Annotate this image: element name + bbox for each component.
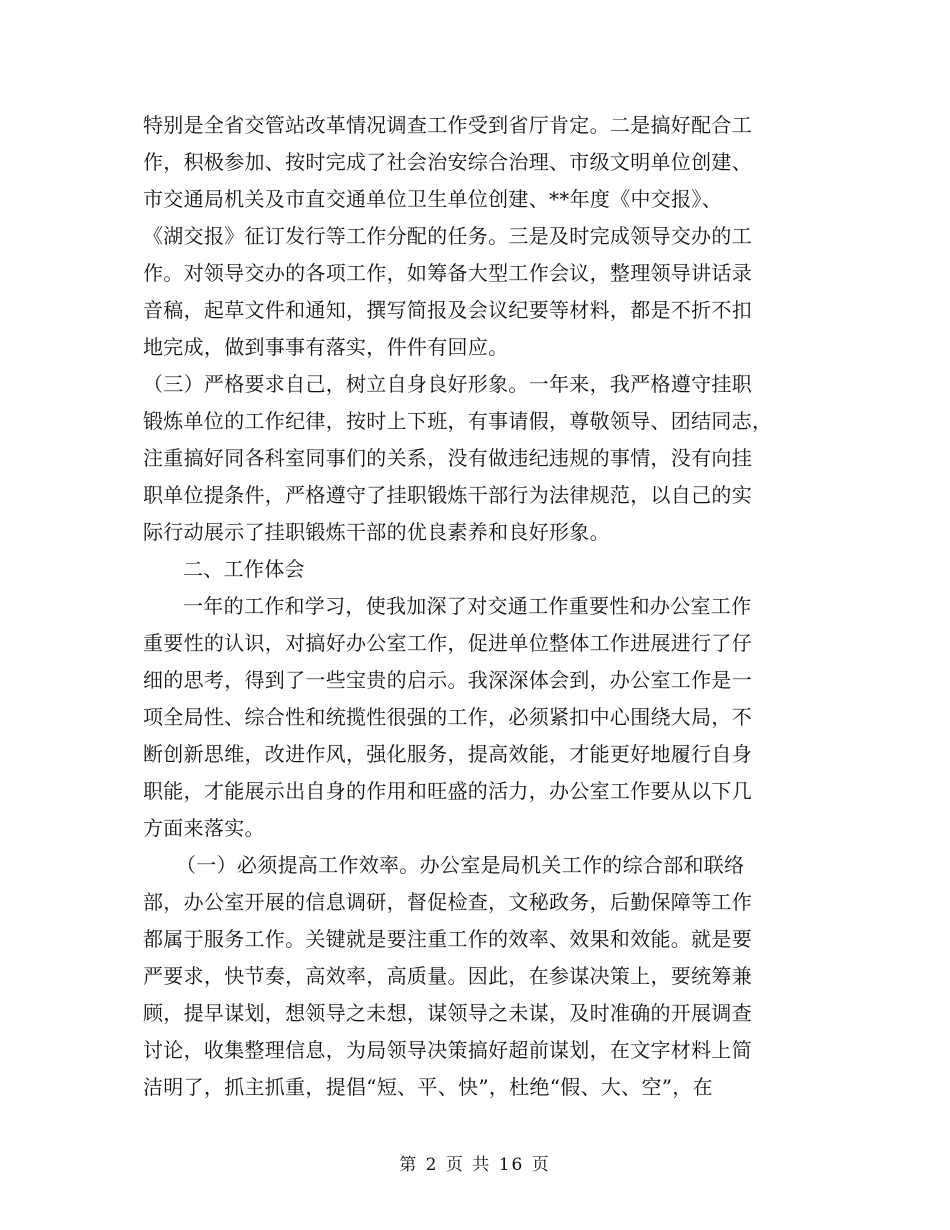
text-line: 细的思考，得到了一些宝贵的启示。我深深体会到，办公室工作是一 [143,668,752,692]
text-line: 都属于服务工作。关键就是要注重工作的效率、效果和效能。就是要 [143,927,752,951]
text-line: 职能，才能展示出自身的作用和旺盛的活力，办公室工作要从以下几 [143,779,752,803]
text-line: 断创新思维，改进作风，强化服务，提高效能，才能更好地履行自身 [143,742,752,766]
text-line: 作。对领导交办的各项工作，如筹备大型工作会议，整理领导讲话录 [143,261,752,285]
text-line: 特别是全省交管站改革情况调查工作受到省厅肯定。二是搞好配合工 [143,113,752,137]
text-line: 部，办公室开展的信息调研，督促检查，文秘政务，后勤保障等工作 [143,890,752,914]
text-line: 严要求，快节奏，高效率，高质量。因此，在参谋决策上，要统筹兼 [143,964,752,988]
text-line: 锻炼单位的工作纪律，按时上下班，有事请假，尊敬领导、团结同志， [143,409,773,433]
section-heading: 二、工作体会 [183,557,305,581]
text-line: 方面来落实。 [143,816,265,840]
text-line: 一年的工作和学习，使我加深了对交通工作重要性和办公室工作 [183,594,752,618]
text-line: 市交通局机关及市直交通单位卫生单位创建、**年度《中交报》、 [143,187,722,211]
text-line: 地完成，做到事事有落实，件件有回应。 [143,335,509,359]
text-line: 重要性的认识，对搞好办公室工作，促进单位整体工作进展进行了仔 [143,631,752,655]
text-line: 讨论，收集整理信息，为局领导决策搞好超前谋划，在文字材料上简 [143,1038,752,1062]
text-line: 作，积极参加、按时完成了社会治安综合治理、市级文明单位创建、 [143,150,752,174]
text-line: 注重搞好同各科室同事们的关系，没有做违纪违规的事情，没有向挂 [143,446,752,470]
text-line: 《湖交报》征订发行等工作分配的任务。三是及时完成领导交办的工 [143,224,752,248]
text-line: 洁明了，抓主抓重，提倡“短、平、快”，杜绝“假、大、空”，在 [143,1075,713,1099]
page-footer: 第 2 页 共 16 页 [399,1155,551,1175]
subsection-heading: （一）必须提高工作效率。办公室是局机关工作的综合部和联络 [176,853,745,877]
text-line: 项全局性、综合性和统揽性很强的工作，必须紧扣中心围绕大局，不 [143,705,752,729]
text-line: 顾，提早谋划，想领导之未想，谋领导之未谋，及时准确的开展调查 [143,1001,752,1025]
text-line: （三）严格要求自己，树立自身良好形象。一年来，我严格遵守挂职 [143,372,752,396]
text-line: 职单位提条件，严格遵守了挂职锻炼干部行为法律规范，以自己的实 [143,483,752,507]
text-line: 音稿，起草文件和通知，撰写简报及会议纪要等材料，都是不折不扣 [143,298,752,322]
text-line: 际行动展示了挂职锻炼干部的优良素养和良好形象。 [143,520,610,544]
